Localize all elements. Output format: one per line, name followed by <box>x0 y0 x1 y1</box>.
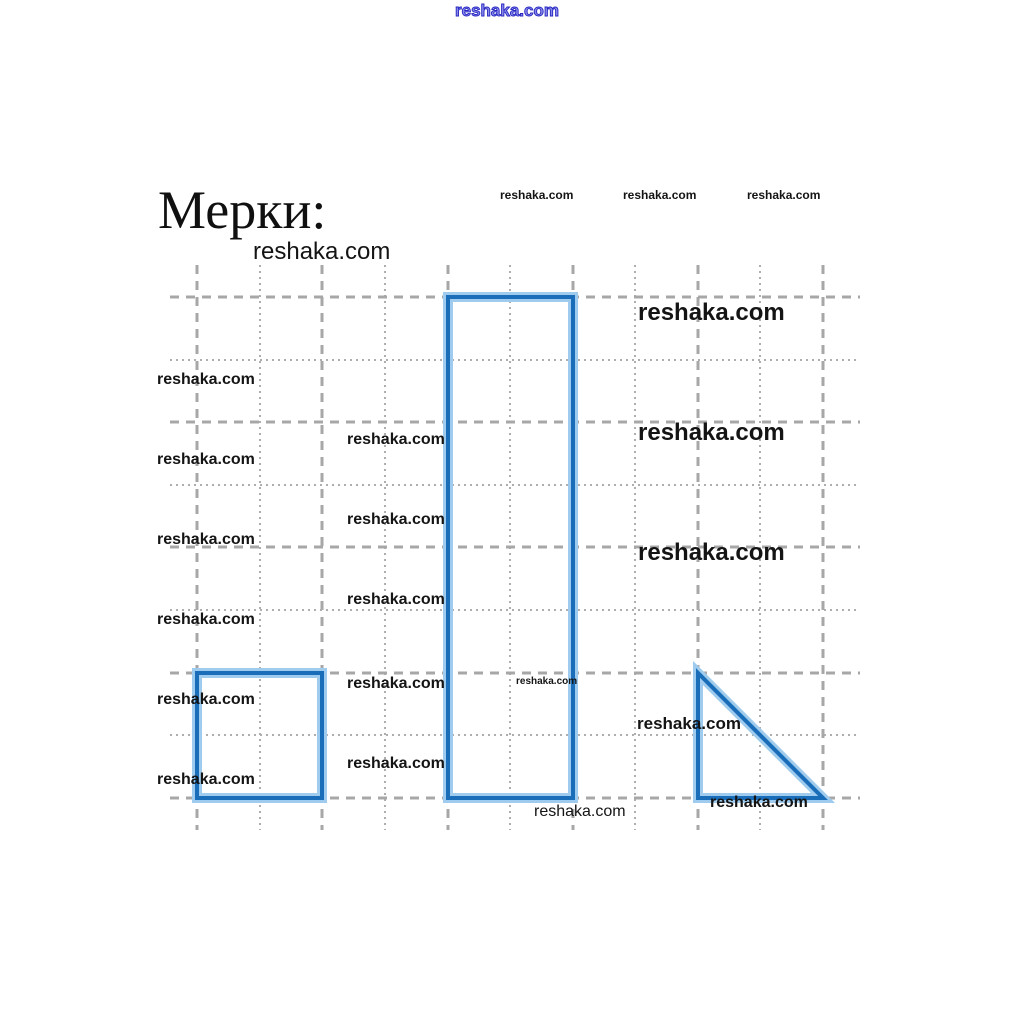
watermark-text: reshaka.com <box>500 188 574 202</box>
watermark-text: reshaka.com <box>347 511 445 528</box>
watermark-text: reshaka.com <box>157 611 255 628</box>
watermark-text: reshaka.com <box>157 691 255 708</box>
watermark-text: reshaka.com <box>534 803 626 820</box>
watermark-text: reshaka.com <box>253 238 391 265</box>
watermark-text: reshaka.com <box>347 591 445 608</box>
watermark-text: reshaka.com <box>747 188 821 202</box>
watermark-text: reshaka.com <box>638 299 785 326</box>
watermark-text: reshaka.com <box>347 431 445 448</box>
watermark-text: reshaka.com <box>157 771 255 788</box>
watermark-text: reshaka.com <box>157 451 255 468</box>
watermark-text: reshaka.com <box>710 794 808 811</box>
watermark-text: reshaka.com <box>638 539 785 566</box>
watermark-text: reshaka.com <box>157 531 255 548</box>
watermark-text: reshaka.com <box>347 675 445 692</box>
watermark-text: reshaka.com <box>157 371 255 388</box>
watermark-text: reshaka.com <box>637 714 741 733</box>
watermark-text: reshaka.com <box>455 1 559 20</box>
figure-title: Мерки: <box>158 180 327 240</box>
watermark-text: reshaka.com <box>638 419 785 446</box>
watermark-text: reshaka.com <box>516 676 578 687</box>
watermark-text: reshaka.com <box>623 188 697 202</box>
watermark-text: reshaka.com <box>347 755 445 772</box>
